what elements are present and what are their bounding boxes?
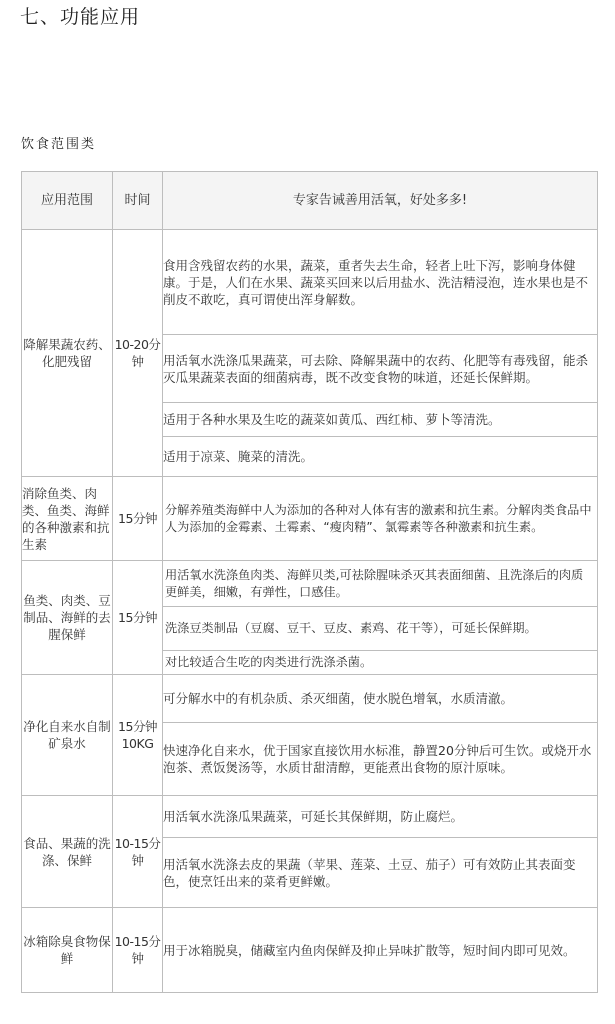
subsection-title: 饮食范围类 bbox=[21, 137, 97, 152]
header-scope: 应用范围 bbox=[22, 172, 113, 230]
detail-cell: 适用于凉菜、腌菜的清洗。 bbox=[163, 437, 598, 477]
time-cell: 15分钟10KG bbox=[113, 675, 163, 796]
detail-cell: 食用含残留农药的水果，蔬菜，重者失去生命，轻者上吐下泻，影响身体健康。于是，人们在水果、蔬菜买回来以后用盐水、洗洁精浸泡，连水果也是不削皮不敢吃，真可谓使出浑身解数。 bbox=[163, 230, 598, 335]
table-row bbox=[22, 477, 598, 561]
detail-cell: 用活氧水洗涤去皮的果蔬（苹果、莲菜、土豆、茄子）可有效防止其表面变色，使烹饪出来的菜肴更鲜嫩。 bbox=[163, 838, 598, 908]
scope-cell: 冰箱除臭食物保鲜 bbox=[22, 908, 113, 993]
detail-cell: 用活氧水洗涤瓜果蔬菜，可去除、降解果蔬中的农药、化肥等有毒残留，能杀灭瓜果蔬菜表面的细菌病毒，既不改变食物的味道，还延长保鲜期。 bbox=[163, 335, 598, 403]
scope-cell: 净化自来水自制矿泉水 bbox=[22, 675, 113, 796]
scope-cell: 降解果蔬农药、化肥残留 bbox=[22, 230, 113, 477]
table-row bbox=[22, 908, 598, 993]
table-row bbox=[22, 561, 598, 607]
detail-cell: 适用于各种水果及生吃的蔬菜如黄瓜、西红柿、萝卜等清洗。 bbox=[163, 403, 598, 437]
time-cell: 10-15分钟 bbox=[113, 796, 163, 908]
scope-cell: 消除鱼类、肉类、鱼类、海鲜的各种激素和抗生素 bbox=[22, 477, 113, 561]
scope-cell: 鱼类、肉类、豆制品、海鲜的去腥保鲜 bbox=[22, 561, 113, 675]
usage-table bbox=[21, 171, 598, 993]
time-cell: 15分钟 bbox=[113, 561, 163, 675]
scope-cell: 食品、果蔬的洗涤、保鲜 bbox=[22, 796, 113, 908]
header-time: 时间 bbox=[113, 172, 163, 230]
time-cell: 10-20分钟 bbox=[113, 230, 163, 477]
detail-cell: 用活氧水洗涤瓜果蔬菜，可延长其保鲜期，防止腐烂。 bbox=[163, 796, 598, 838]
detail-cell: 对比较适合生吃的肉类进行洗涤杀菌。 bbox=[163, 651, 598, 675]
table-header-row bbox=[22, 172, 598, 230]
detail-cell: 用于冰箱脱臭，储藏室内鱼肉保鲜及抑止异味扩散等，短时间内即可见效。 bbox=[163, 908, 598, 993]
table-row bbox=[22, 796, 598, 838]
time-cell: 10-15分钟 bbox=[113, 908, 163, 993]
detail-cell: 可分解水中的有机杂质、杀灭细菌，使水脱色增氧，水质清澈。 bbox=[163, 675, 598, 723]
section-title: 七、功能应用 bbox=[20, 6, 141, 28]
table-row bbox=[22, 230, 598, 335]
header-detail: 专家告诫善用活氧，好处多多! bbox=[163, 172, 598, 230]
time-cell: 15分钟 bbox=[113, 477, 163, 561]
detail-cell: 分解养殖类海鲜中人为添加的各种对人体有害的激素和抗生素。分解肉类食品中人为添加的金霉素、土霉素、“瘦肉精”、氯霉素等各种激素和抗生素。 bbox=[163, 477, 598, 561]
table-row bbox=[22, 675, 598, 723]
detail-cell: 快速净化自来水，优于国家直接饮用水标准，静置20分钟后可生饮。或烧开水泡茶、煮饭煲汤等，水质甘甜清醇，更能煮出食物的原汁原味。 bbox=[163, 723, 598, 796]
detail-cell: 用活氧水洗涤鱼肉类、海鲜贝类,可祛除腥味杀灭其表面细菌、且洗涤后的肉质更鲜美，细嫩，有弹性，口感佳。 bbox=[163, 561, 598, 607]
detail-cell: 洗涤豆类制品（豆腐、豆干、豆皮、素鸡、花干等），可延长保鲜期。 bbox=[163, 607, 598, 651]
